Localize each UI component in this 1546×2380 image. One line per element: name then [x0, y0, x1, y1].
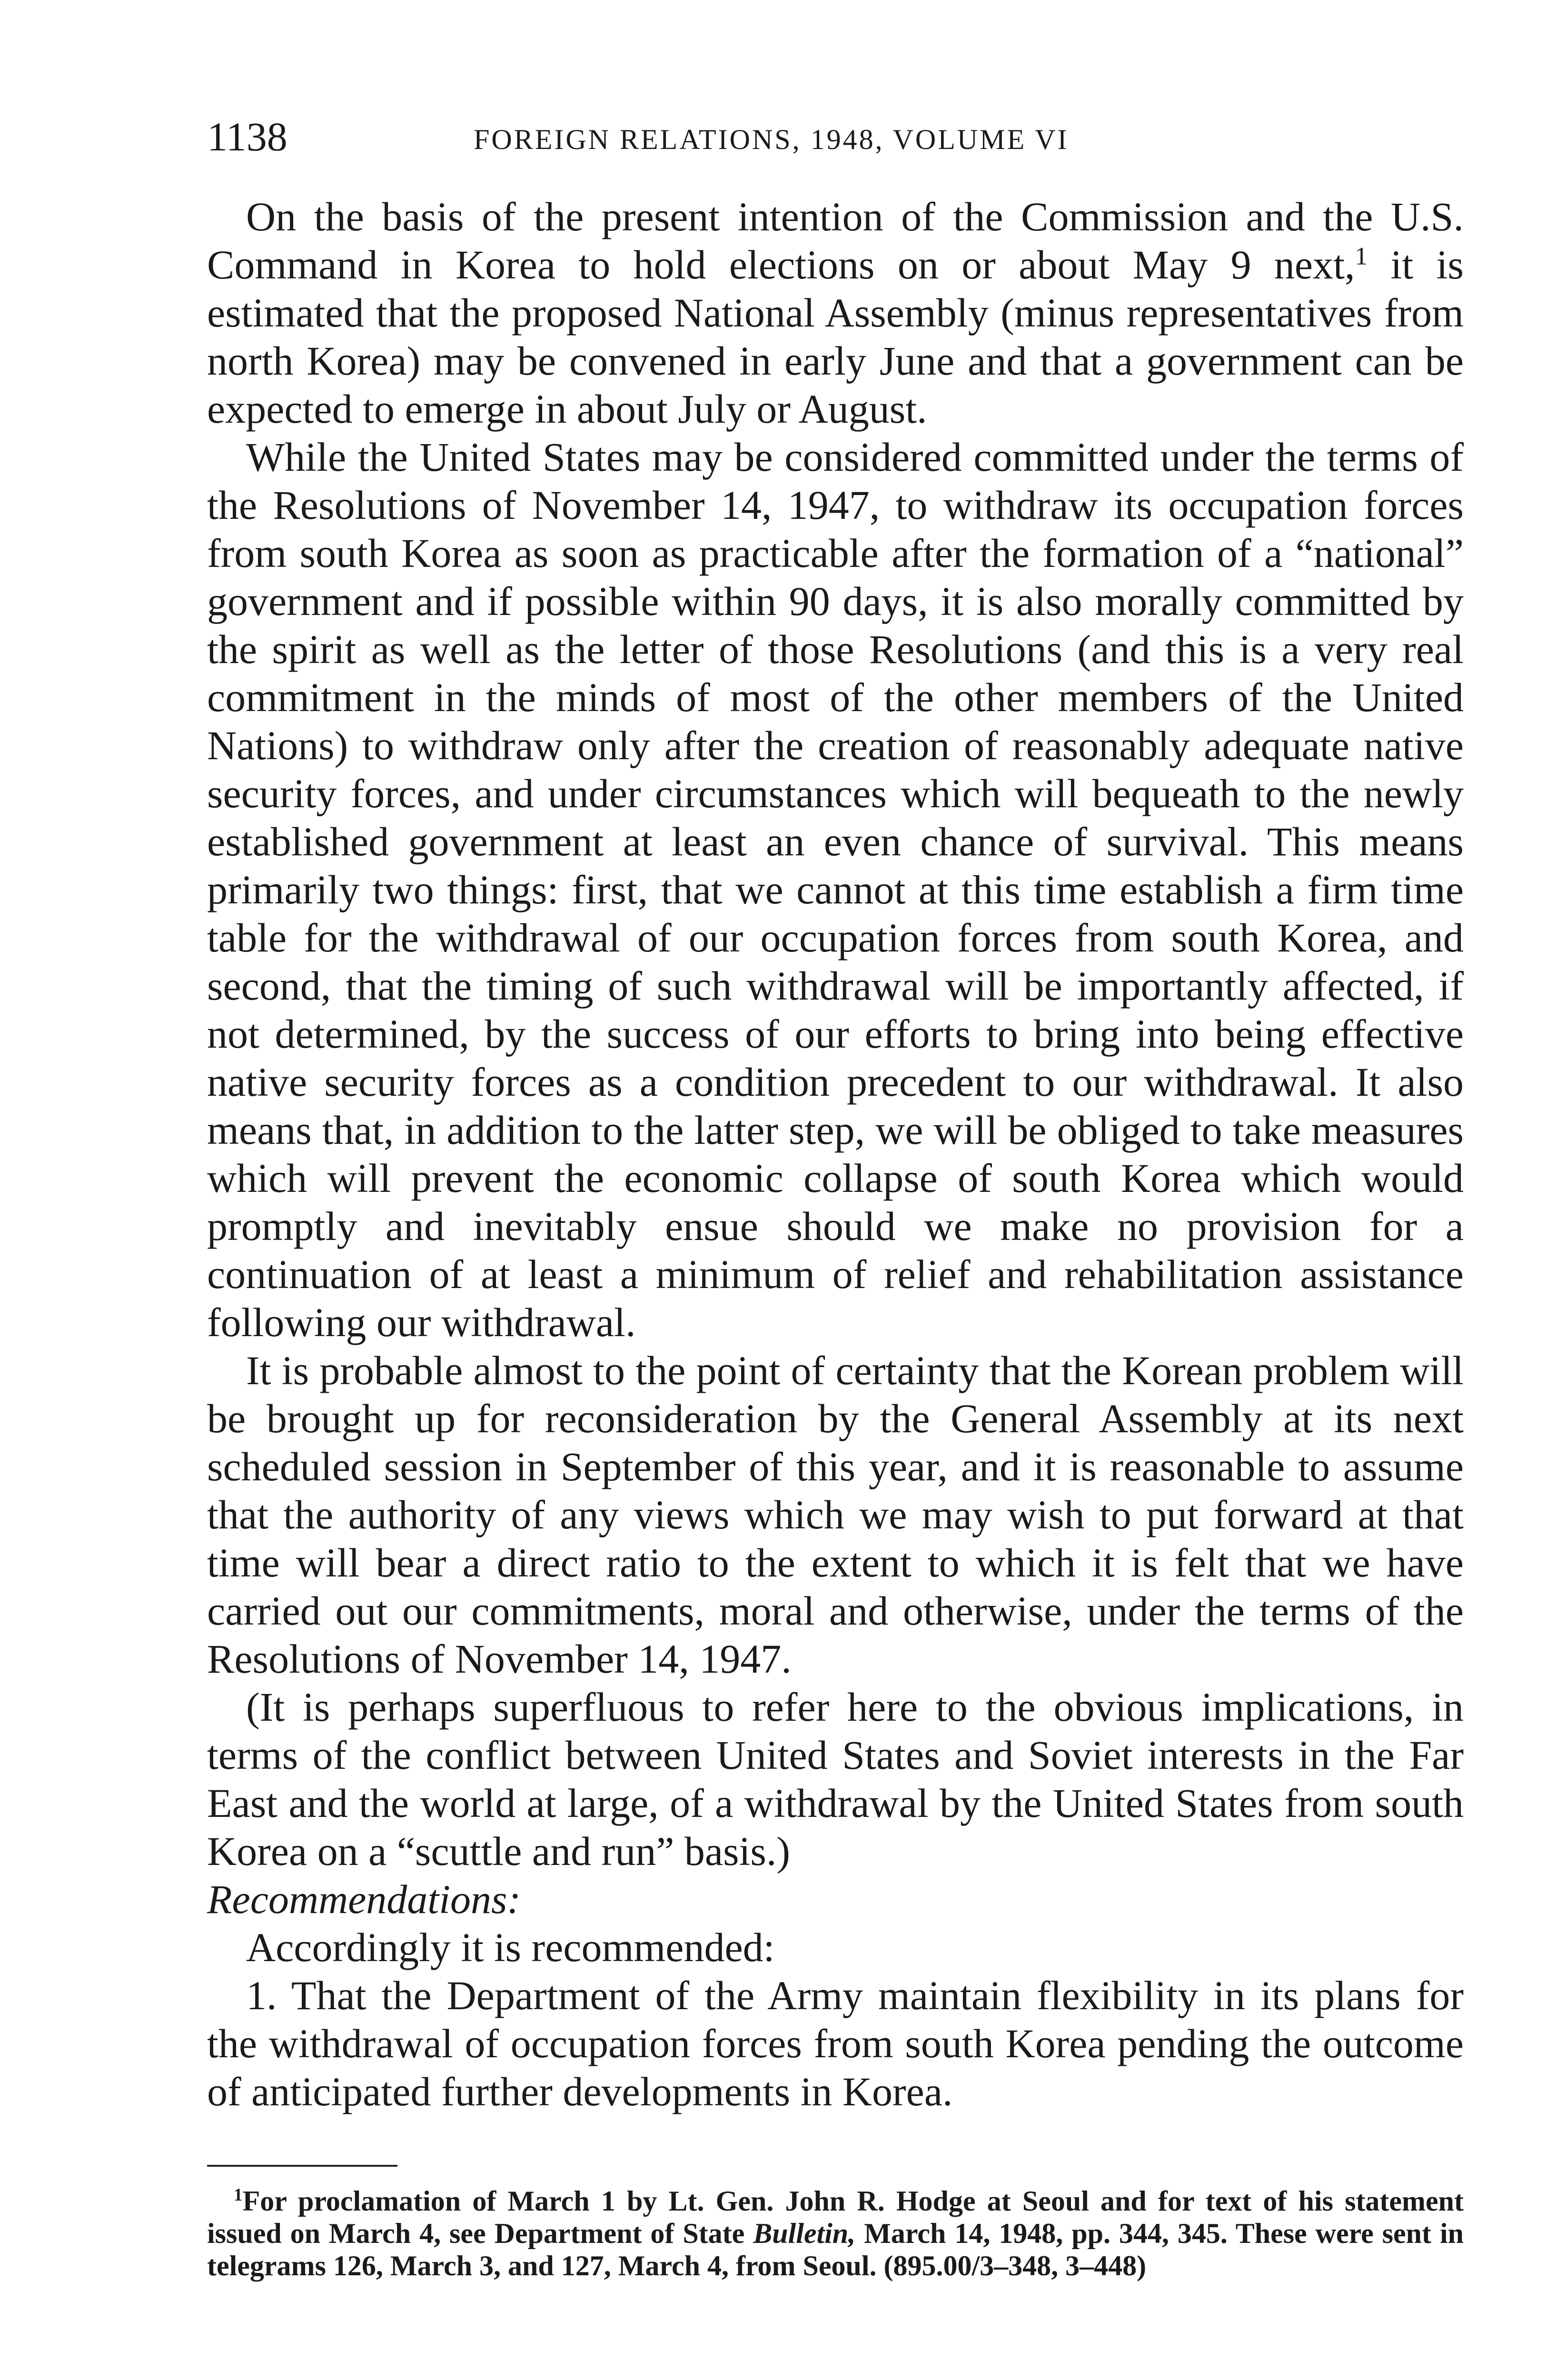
footnote-text-b: March 14, 1948, pp. 344, 345. These were sent in telegrams 126, March 3, and 127, March 4, from Seoul. (895.00/3–348, 3–448) — [207, 2218, 1464, 2281]
page-number: 1138 — [207, 114, 287, 159]
page-header — [207, 110, 1349, 163]
paragraph-3: It is probable almost to the point of certainty that the Korean problem will be brought up for reconsideration by the General Assembly at its next scheduled session in September of this year, and it is reasonable to assume that the authority of any views which we may wish to put forward at that time will bear a direct ratio to the extent to which it is felt that we have carried out our commitments, moral and otherwise, under the terms of the Resolutions of November 14, 1947. — [207, 1348, 1464, 1682]
body-text — [207, 193, 1464, 2116]
footnote-divider — [207, 2165, 397, 2167]
paragraph-4: (It is perhaps superfluous to refer here to the obvious implications, in terms of the conflict between United States and Soviet interests in the Far East and the world at large, of a withdrawal by the United States from south Korea on a “scuttle and run” basis.) — [207, 1684, 1464, 1874]
footnote-marker: 1 — [234, 2185, 243, 2205]
paragraph-6: 1. That the Department of the Army maintain flexibility in its plans for the withdrawal of occupation forces from south Korea pending the outcome of anticipated further developments in Korea. — [207, 1973, 1464, 2114]
footnote — [207, 2185, 1464, 2282]
recommendations-heading: Recommendations: — [207, 1876, 521, 1922]
paragraph-2: While the United States may be considered committed under the terms of the Resolutions of November 14, 1947, to withdraw its occupation forces from south Korea as soon as practicable after the formation of a “national” government and if possible within 90 days, it is also morally committed by the spirit as well as the letter of those Resolutions (and this is a very real commitment in the minds of most of the other members of the United Nations) to withdraw only after the creation of reasonably adequate native security forces, and under circumstances which will bequeath to the newly established government at least an even chance of survival. This means primarily two things: first, that we cannot at this time establish a firm time table for the withdrawal of our occupation forces from south Korea, and second, that the timing of such withdrawal will be importantly affected, if not determined, by the success of our efforts to bring into being effective native security forces as a condition precedent to our withdrawal. It also means that, in addition to the latter step, we will be obliged to take measures which will prevent the economic collapse of south Korea which would promptly and inevitably ensue should we make no provision for a continuation of at least a minimum of relief and rehabilitation assistance following our withdrawal. — [207, 434, 1464, 1345]
paragraph-1 — [207, 193, 1464, 433]
footnote-reference: 1 — [1355, 241, 1368, 270]
running-title: FOREIGN RELATIONS, 1948, VOLUME VI — [474, 124, 1069, 155]
paragraph-1-text-b: it is estimated that the proposed National Assembly (minus representatives from north Korea) may be convened in early June and that a government can be expected to emerge in about July or August. — [207, 242, 1464, 432]
footnote-paragraph — [207, 2185, 1464, 2282]
paragraph-5: Accordingly it is recommended: — [246, 1924, 775, 1970]
paragraph-1-text-a: On the basis of the present intention of the Commission and the U.S. Command in Korea to hold elections on or about May 9 next, — [207, 194, 1464, 288]
footnote-text-a: For proclamation of March 1 by Lt. Gen. John R. Hodge at Seoul and for text of his statement issued on March 4, see Department of State — [207, 2185, 1464, 2249]
footnote-bulletin: Bulletin, — [753, 2218, 856, 2249]
